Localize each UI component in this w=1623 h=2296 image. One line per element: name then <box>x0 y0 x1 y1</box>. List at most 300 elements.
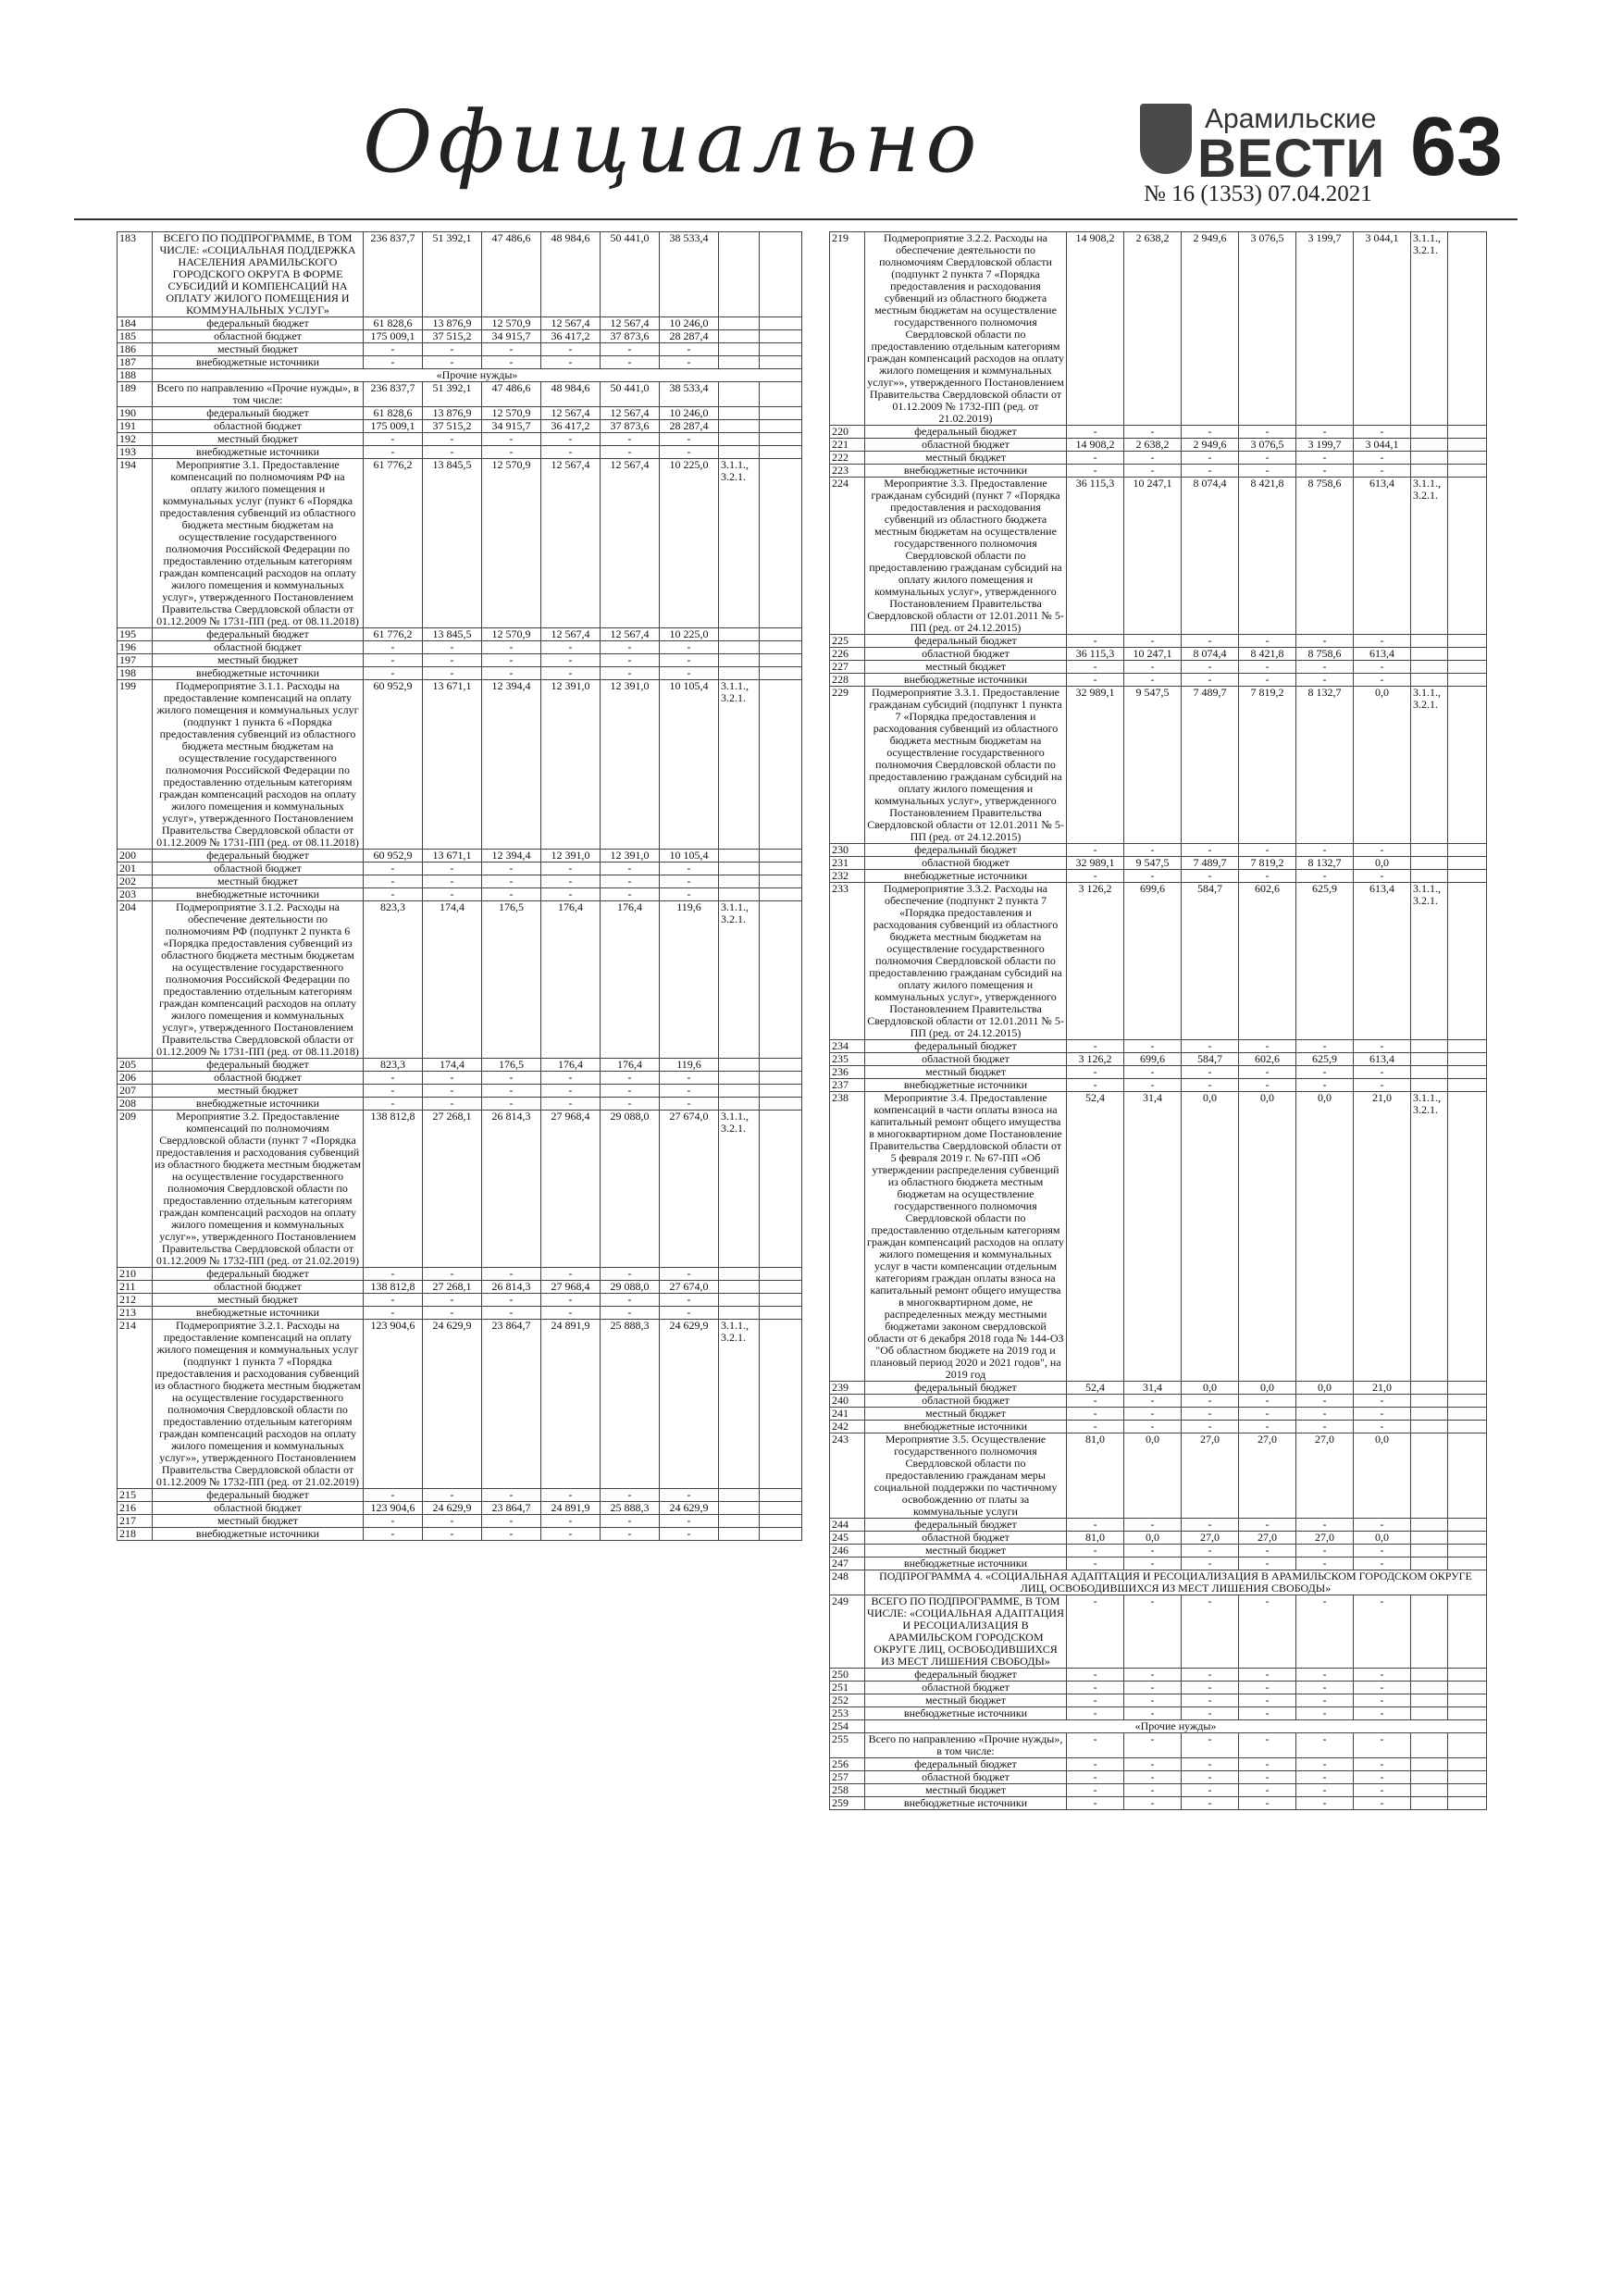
value-cell: - <box>1124 1079 1182 1092</box>
row-number: 236 <box>830 1066 865 1079</box>
table-row <box>118 317 802 330</box>
value-cell: 176,5 <box>482 901 541 1059</box>
item-name: областной бюджет <box>153 1281 364 1294</box>
empty-cell <box>1448 1545 1487 1558</box>
value-cell: 27,0 <box>1239 1433 1296 1519</box>
value-cell: 8 421,8 <box>1239 478 1296 635</box>
value-total: 175 009,1 <box>364 330 423 343</box>
value-cell: - <box>1182 1758 1239 1771</box>
value-total: 60 952,9 <box>364 850 423 863</box>
value-cell: 12 570,9 <box>482 407 541 420</box>
item-name: Подмероприятие 3.2.2. Расходы на обеспечение деятельности по полномочиям Свердловской области (подпункт 2 пункта 7 «Порядка предоставления и расходования субвенций из областного бюджета местным бюджетам на осуществление государственного полномочия Свердловской области по предоставлению отдельным категориям граждан компенсаций расходов на оплату жилого помещения и коммунальных услуг»», утвержденного Постановлением Правительства Свердловской области от 01.12.2009 № 1732-ПП (ред. от 21.02.2019) <box>865 232 1067 426</box>
value-cell: - <box>1124 674 1182 687</box>
value-total: - <box>1067 674 1124 687</box>
item-name: областной бюджет <box>865 648 1067 661</box>
table-row <box>118 654 802 667</box>
value-cell: - <box>601 654 660 667</box>
value-cell: 176,4 <box>601 901 660 1059</box>
empty-cell <box>1448 687 1487 844</box>
value-total: - <box>1067 1771 1124 1784</box>
value-cell: - <box>1182 452 1239 465</box>
value-cell: - <box>1239 1519 1296 1532</box>
table-row <box>830 1595 1487 1669</box>
value-cell: - <box>1182 661 1239 674</box>
value-cell: - <box>541 1307 601 1320</box>
value-cell: 29 088,0 <box>601 1281 660 1294</box>
row-number: 189 <box>118 382 153 407</box>
table-row <box>118 863 802 875</box>
value-cell: - <box>660 863 719 875</box>
value-cell: 23 864,7 <box>482 1320 541 1489</box>
item-name: ВСЕГО ПО ПОДПРОГРАММЕ, В ТОМ ЧИСЛЕ: «СОЦИАЛЬНАЯ АДАПТАЦИЯ И РЕСОЦИАЛИЗАЦИЯ В АРАМИЛЬСКОМ ГОРОДСКОМ ОКРУГЕ ЛИЦ, ОСВОБОДИВШИХСЯ ИЗ МЕСТ ЛИШЕНИЯ СВОБОДЫ» <box>865 1595 1067 1669</box>
value-total: - <box>1067 1066 1124 1079</box>
value-cell: - <box>1354 674 1411 687</box>
value-cell: - <box>482 875 541 888</box>
empty-cell <box>760 654 802 667</box>
item-name: внебюджетные источники <box>153 356 364 369</box>
value-cell: - <box>1354 1771 1411 1784</box>
value-cell: - <box>660 446 719 459</box>
empty-cell <box>1448 870 1487 883</box>
value-cell: 12 570,9 <box>482 628 541 641</box>
value-cell: - <box>660 1515 719 1528</box>
empty-cell <box>1448 1733 1487 1758</box>
table-row <box>830 1395 1487 1408</box>
empty-cell <box>760 1307 802 1320</box>
item-name: Мероприятие 3.4. Предоставление компенсаций в части оплаты взноса на капитальный ремонт общего имущества в многоквартирном доме Постановление Правительства Свердловской области от 5 февраля 2019 г. № 67-ПП «Об утверждении распределения субвенций из областного бюджета местным бюджетам на осуществление государственного полномочия Свердловской области по предоставлению отдельным категориям граждан компенсаций расходов на оплату жилого помещения и коммунальных услуг в части компенсации отдельным категориям граждан оплаты взноса на капитальный ремонт общего имущества в многоквартирном доме, не распределенных между местными бюджетами законом свердловской области от 6 декабря 2018 года № 144-ОЗ "Об областном бюджете на 2019 год и плановый период 2020 и 2021 годов", на 2019 год <box>865 1092 1067 1382</box>
value-cell: 36 417,2 <box>541 330 601 343</box>
table-row <box>830 844 1487 857</box>
value-cell: 29 088,0 <box>601 1111 660 1268</box>
table-row <box>830 687 1487 844</box>
value-cell: 12 567,4 <box>601 459 660 628</box>
item-name: внебюджетные источники <box>153 1307 364 1320</box>
value-cell: 51 392,1 <box>423 382 482 407</box>
value-cell: - <box>601 1489 660 1502</box>
value-total: - <box>1067 1707 1124 1720</box>
value-total: - <box>1067 1408 1124 1421</box>
value-total: 123 904,6 <box>364 1320 423 1489</box>
item-name: местный бюджет <box>153 343 364 356</box>
value-total: 52,4 <box>1067 1382 1124 1395</box>
header-divider <box>74 218 1518 220</box>
value-cell: 27,0 <box>1182 1532 1239 1545</box>
value-cell: - <box>1296 1694 1354 1707</box>
row-number: 259 <box>830 1797 865 1810</box>
empty-cell <box>760 232 802 317</box>
target-code: 3.1.1., 3.2.1. <box>719 680 760 850</box>
row-number: 245 <box>830 1532 865 1545</box>
value-cell: - <box>660 1085 719 1098</box>
value-cell: - <box>1124 1784 1182 1797</box>
row-number: 243 <box>830 1433 865 1519</box>
target-code <box>1411 1395 1448 1408</box>
empty-cell <box>1448 1092 1487 1382</box>
value-cell: 3 076,5 <box>1239 439 1296 452</box>
item-name: Подмероприятие 3.3.2. Расходы на обеспечение (подпункт 2 пункта 7 «Порядка предоставления и расходования субвенций из областного бюджета местным бюджетам на осуществление государственного полномочия Свердловской области по предоставлению гражданам субсидий на оплату жилого помещения и коммунальных услуг», утвержденного Постановлением Правительства Свердловской области от 12.01.2011 № 5-ПП (ред. от 24.12.2015) <box>865 883 1067 1040</box>
value-cell: - <box>482 446 541 459</box>
row-number: 184 <box>118 317 153 330</box>
item-name: областной бюджет <box>865 857 1067 870</box>
value-total: 123 904,6 <box>364 1502 423 1515</box>
value-total: - <box>364 356 423 369</box>
value-cell: - <box>1296 452 1354 465</box>
empty-cell <box>1448 1079 1487 1092</box>
table-row <box>118 343 802 356</box>
table-row <box>830 1669 1487 1682</box>
value-cell: - <box>1354 426 1411 439</box>
value-cell: 21,0 <box>1354 1382 1411 1395</box>
row-number: 247 <box>830 1558 865 1570</box>
table-row <box>830 870 1487 883</box>
value-total: - <box>1067 1669 1124 1682</box>
value-cell: - <box>1182 635 1239 648</box>
row-number: 235 <box>830 1053 865 1066</box>
table-row <box>830 426 1487 439</box>
target-code <box>1411 844 1448 857</box>
target-code <box>1411 1519 1448 1532</box>
target-code <box>1411 1382 1448 1395</box>
value-total: - <box>364 1268 423 1281</box>
table-row <box>118 433 802 446</box>
target-code <box>719 382 760 407</box>
table-row <box>118 232 802 317</box>
item-name: Подмероприятие 3.3.1. Предоставление гражданам субсидий (подпункт 1 пункта 7 «Порядка предоставления и расходования субвенций из областного бюджета местным бюджетам на осуществление государственного полномочия Свердловской области по предоставлению гражданам субсидий на оплату жилого помещения и коммунальных услуг», утвержденного Постановлением Правительства Свердловской области от 12.01.2011 № 5-ПП (ред. от 24.12.2015) <box>865 687 1067 844</box>
value-total: - <box>1067 1519 1124 1532</box>
value-cell: - <box>482 1528 541 1541</box>
value-cell: - <box>1124 452 1182 465</box>
value-cell: - <box>1239 1066 1296 1079</box>
row-number: 214 <box>118 1320 153 1489</box>
value-total: - <box>1067 1558 1124 1570</box>
row-number: 238 <box>830 1092 865 1382</box>
value-cell: - <box>1239 870 1296 883</box>
target-code <box>719 343 760 356</box>
row-number: 194 <box>118 459 153 628</box>
table-row <box>830 674 1487 687</box>
row-number: 222 <box>830 452 865 465</box>
value-cell: - <box>423 654 482 667</box>
value-total: 81,0 <box>1067 1532 1124 1545</box>
value-cell: - <box>1182 1408 1239 1421</box>
target-code <box>719 1268 760 1281</box>
value-cell: - <box>423 1489 482 1502</box>
value-cell: - <box>1239 1408 1296 1421</box>
table-row <box>118 1528 802 1541</box>
value-total: 61 776,2 <box>364 459 423 628</box>
value-cell: 8 758,6 <box>1296 478 1354 635</box>
empty-cell <box>1448 674 1487 687</box>
value-cell: 27,0 <box>1296 1433 1354 1519</box>
value-cell: - <box>1296 1040 1354 1053</box>
value-total: - <box>364 1085 423 1098</box>
value-cell: 38 533,4 <box>660 232 719 317</box>
table-row <box>830 1771 1487 1784</box>
table-row <box>118 641 802 654</box>
target-code <box>719 356 760 369</box>
value-total: 823,3 <box>364 1059 423 1072</box>
value-cell: - <box>1296 1395 1354 1408</box>
value-cell: 37 515,2 <box>423 420 482 433</box>
row-number: 210 <box>118 1268 153 1281</box>
row-number: 211 <box>118 1281 153 1294</box>
item-name: местный бюджет <box>865 1784 1067 1797</box>
value-cell: - <box>1182 1784 1239 1797</box>
left-column <box>117 231 801 1541</box>
value-cell: 13 876,9 <box>423 407 482 420</box>
value-cell: - <box>1239 1758 1296 1771</box>
value-cell: - <box>1354 1669 1411 1682</box>
table-row <box>118 1307 802 1320</box>
value-cell: 176,4 <box>541 1059 601 1072</box>
value-cell: 24 891,9 <box>541 1320 601 1489</box>
value-cell: - <box>1124 1040 1182 1053</box>
table-row <box>830 635 1487 648</box>
value-cell: - <box>1124 1545 1182 1558</box>
empty-cell <box>760 628 802 641</box>
empty-cell <box>760 433 802 446</box>
value-cell: - <box>482 343 541 356</box>
row-number: 232 <box>830 870 865 883</box>
value-cell: - <box>601 1294 660 1307</box>
row-number: 183 <box>118 232 153 317</box>
row-number: 252 <box>830 1694 865 1707</box>
value-cell: - <box>1296 1669 1354 1682</box>
target-code: 3.1.1., 3.2.1. <box>719 459 760 628</box>
empty-cell <box>1448 1682 1487 1694</box>
item-name: местный бюджет <box>865 1408 1067 1421</box>
value-cell: - <box>1296 870 1354 883</box>
table-row <box>118 875 802 888</box>
empty-cell <box>1448 465 1487 478</box>
value-total: 81,0 <box>1067 1433 1124 1519</box>
value-cell: - <box>1124 1519 1182 1532</box>
value-cell: 10 247,1 <box>1124 648 1182 661</box>
item-name: областной бюджет <box>153 1502 364 1515</box>
item-name: Всего по направлению «Прочие нужды», в том числе: <box>865 1733 1067 1758</box>
value-cell: - <box>1354 1519 1411 1532</box>
value-cell: - <box>423 1268 482 1281</box>
value-total: - <box>364 654 423 667</box>
value-cell: - <box>423 356 482 369</box>
value-cell: 25 888,3 <box>601 1320 660 1489</box>
item-name: федеральный бюджет <box>865 844 1067 857</box>
row-number: 198 <box>118 667 153 680</box>
value-cell: 23 864,7 <box>482 1502 541 1515</box>
item-name: федеральный бюджет <box>153 850 364 863</box>
value-cell: - <box>601 1307 660 1320</box>
table-row <box>830 1733 1487 1758</box>
table-row <box>830 452 1487 465</box>
table-row <box>830 1720 1487 1733</box>
row-number: 226 <box>830 648 865 661</box>
value-cell: 12 567,4 <box>541 628 601 641</box>
value-cell: 10 225,0 <box>660 628 719 641</box>
target-code <box>719 446 760 459</box>
value-cell: - <box>423 863 482 875</box>
value-cell: - <box>1354 1707 1411 1720</box>
value-cell: - <box>482 1268 541 1281</box>
value-cell: 37 515,2 <box>423 330 482 343</box>
table-row <box>830 1066 1487 1079</box>
empty-cell <box>1448 1797 1487 1810</box>
row-number: 253 <box>830 1707 865 1720</box>
value-cell: - <box>1182 1519 1239 1532</box>
value-cell: - <box>1239 1595 1296 1669</box>
row-number: 191 <box>118 420 153 433</box>
item-name: местный бюджет <box>865 1694 1067 1707</box>
table-row <box>830 1433 1487 1519</box>
value-cell: 7 819,2 <box>1239 857 1296 870</box>
value-cell: - <box>1239 635 1296 648</box>
value-cell: - <box>541 667 601 680</box>
value-cell: 48 984,6 <box>541 382 601 407</box>
item-name: местный бюджет <box>865 1066 1067 1079</box>
target-code <box>719 1489 760 1502</box>
value-cell: 27 968,4 <box>541 1281 601 1294</box>
value-cell: 12 391,0 <box>541 850 601 863</box>
value-cell: 10 246,0 <box>660 317 719 330</box>
value-cell: 2 949,6 <box>1182 232 1239 426</box>
table-row <box>118 330 802 343</box>
value-cell: 12 567,4 <box>601 628 660 641</box>
item-name: областной бюджет <box>153 641 364 654</box>
value-cell: 613,4 <box>1354 648 1411 661</box>
table-row <box>118 1502 802 1515</box>
item-name: федеральный бюджет <box>865 426 1067 439</box>
target-code <box>719 1098 760 1111</box>
row-number: 190 <box>118 407 153 420</box>
row-number: 209 <box>118 1111 153 1268</box>
empty-cell <box>760 680 802 850</box>
value-cell: 12 391,0 <box>601 850 660 863</box>
item-name: внебюджетные источники <box>865 1707 1067 1720</box>
value-cell: - <box>1354 1797 1411 1810</box>
table-row <box>118 1059 802 1072</box>
row-number: 201 <box>118 863 153 875</box>
value-cell: - <box>482 863 541 875</box>
value-total: 3 126,2 <box>1067 1053 1124 1066</box>
target-code <box>719 1307 760 1320</box>
row-number: 228 <box>830 674 865 687</box>
value-cell: 625,9 <box>1296 883 1354 1040</box>
value-cell: - <box>1296 1682 1354 1694</box>
row-number: 229 <box>830 687 865 844</box>
value-cell: 36 417,2 <box>541 420 601 433</box>
item-name: Подмероприятие 3.1.1. Расходы на предоставление компенсаций на оплату жилого помещения и коммунальных услуг (подпункт 1 пункта 6 «Порядка предоставления субвенций из областного бюджета местным бюджетам на осуществление государственного полномочия Российской Федерации по предоставлению отдельным категориям граждан компенсаций расходов на оплату жилого помещения и коммунальных услуг», утвержденного Постановлением Правительства Свердловской области от 01.12.2009 № 1731-ПП (ред. от 08.11.2018) <box>153 680 364 850</box>
item-name: Мероприятие 3.5. Осуществление государственного полномочия Свердловской области по предоставлению гражданам меры социальной поддержки по частичному освобождению от платы за коммунальные услуги <box>865 1433 1067 1519</box>
value-total: - <box>1067 661 1124 674</box>
target-code <box>719 1072 760 1085</box>
target-code <box>719 232 760 317</box>
table-row <box>830 1532 1487 1545</box>
value-total: - <box>1067 1694 1124 1707</box>
value-cell: - <box>1182 1079 1239 1092</box>
value-cell: - <box>1354 1733 1411 1758</box>
value-cell: - <box>1124 1707 1182 1720</box>
value-cell: - <box>423 1085 482 1098</box>
empty-cell <box>760 1294 802 1307</box>
table-row <box>830 1707 1487 1720</box>
value-cell: 0,0 <box>1182 1382 1239 1395</box>
value-cell: 2 638,2 <box>1124 232 1182 426</box>
value-cell: - <box>541 1268 601 1281</box>
value-cell: - <box>482 433 541 446</box>
value-cell: - <box>541 1294 601 1307</box>
row-number: 258 <box>830 1784 865 1797</box>
target-code <box>1411 857 1448 870</box>
value-cell: - <box>1296 1545 1354 1558</box>
value-total: - <box>1067 426 1124 439</box>
table-row <box>830 1408 1487 1421</box>
value-cell: 12 567,4 <box>541 317 601 330</box>
table-row <box>118 1515 802 1528</box>
value-cell: - <box>482 1515 541 1528</box>
target-code: 3.1.1., 3.2.1. <box>719 901 760 1059</box>
issue-info: № 16 (1353) 07.04.2021 <box>1144 181 1372 206</box>
page-header <box>0 0 1623 222</box>
value-cell: 176,5 <box>482 1059 541 1072</box>
row-number: 241 <box>830 1408 865 1421</box>
row-number: 208 <box>118 1098 153 1111</box>
target-code <box>1411 1079 1448 1092</box>
value-cell: 699,6 <box>1124 1053 1182 1066</box>
value-cell: 7 819,2 <box>1239 687 1296 844</box>
empty-cell <box>760 901 802 1059</box>
value-cell: - <box>1124 1682 1182 1694</box>
item-name: внебюджетные источники <box>865 465 1067 478</box>
value-cell: 10 105,4 <box>660 850 719 863</box>
value-cell: - <box>423 433 482 446</box>
item-name: местный бюджет <box>153 654 364 667</box>
empty-cell <box>1448 1395 1487 1408</box>
value-cell: - <box>423 1528 482 1541</box>
value-cell: - <box>1124 1694 1182 1707</box>
value-cell: - <box>1296 844 1354 857</box>
target-code <box>719 317 760 330</box>
empty-cell <box>760 420 802 433</box>
empty-cell <box>1448 661 1487 674</box>
value-cell: - <box>1124 1733 1182 1758</box>
value-cell: - <box>1239 844 1296 857</box>
value-cell: - <box>1124 1421 1182 1433</box>
value-cell: 27 674,0 <box>660 1281 719 1294</box>
value-cell: - <box>660 433 719 446</box>
table-row <box>830 1784 1487 1797</box>
value-total: - <box>1067 870 1124 883</box>
value-cell: - <box>1239 1079 1296 1092</box>
value-total: - <box>364 1489 423 1502</box>
item-name: федеральный бюджет <box>865 1758 1067 1771</box>
value-cell: - <box>1296 1519 1354 1532</box>
value-total: 175 009,1 <box>364 420 423 433</box>
value-cell: - <box>1124 1758 1182 1771</box>
empty-cell <box>760 1111 802 1268</box>
item-name: Мероприятие 3.1. Предоставление компенсаций по полномочиям РФ на оплату жилого помещения и коммунальных услуг (пункт 6 «Порядка предоставления субвенций из областного бюджета местным бюджетам на осуществление государственного полномочия Российской Федерации по предоставлению отдельным категориям граждан компенсаций расходов на оплату жилого помещения и коммунальных услуг», утвержденного Постановлением Правительства Свердловской области от 01.12.2009 № 1731-ПП (ред. от 08.11.2018) <box>153 459 364 628</box>
value-cell: - <box>1182 1558 1239 1570</box>
row-number: 248 <box>830 1570 865 1595</box>
empty-cell <box>760 1320 802 1489</box>
row-number: 186 <box>118 343 153 356</box>
value-cell: - <box>601 446 660 459</box>
value-cell: - <box>1354 1682 1411 1694</box>
value-cell: 12 391,0 <box>541 680 601 850</box>
table-row <box>830 883 1487 1040</box>
value-cell: 0,0 <box>1296 1382 1354 1395</box>
value-cell: - <box>601 1515 660 1528</box>
target-code <box>1411 1682 1448 1694</box>
item-name: ВСЕГО ПО ПОДПРОГРАММЕ, В ТОМ ЧИСЛЕ: «СОЦИАЛЬНАЯ ПОДДЕРЖКА НАСЕЛЕНИЯ АРАМИЛЬСКОГО ГОРОДСКОГО ОКРУГА В ФОРМЕ СУБСИДИЙ И КОМПЕНСАЦИЙ НА ОПЛАТУ ЖИЛОГО ПОМЕЩЕНИЯ И КОММУНАЛЬНЫХ УСЛУГ» <box>153 232 364 317</box>
